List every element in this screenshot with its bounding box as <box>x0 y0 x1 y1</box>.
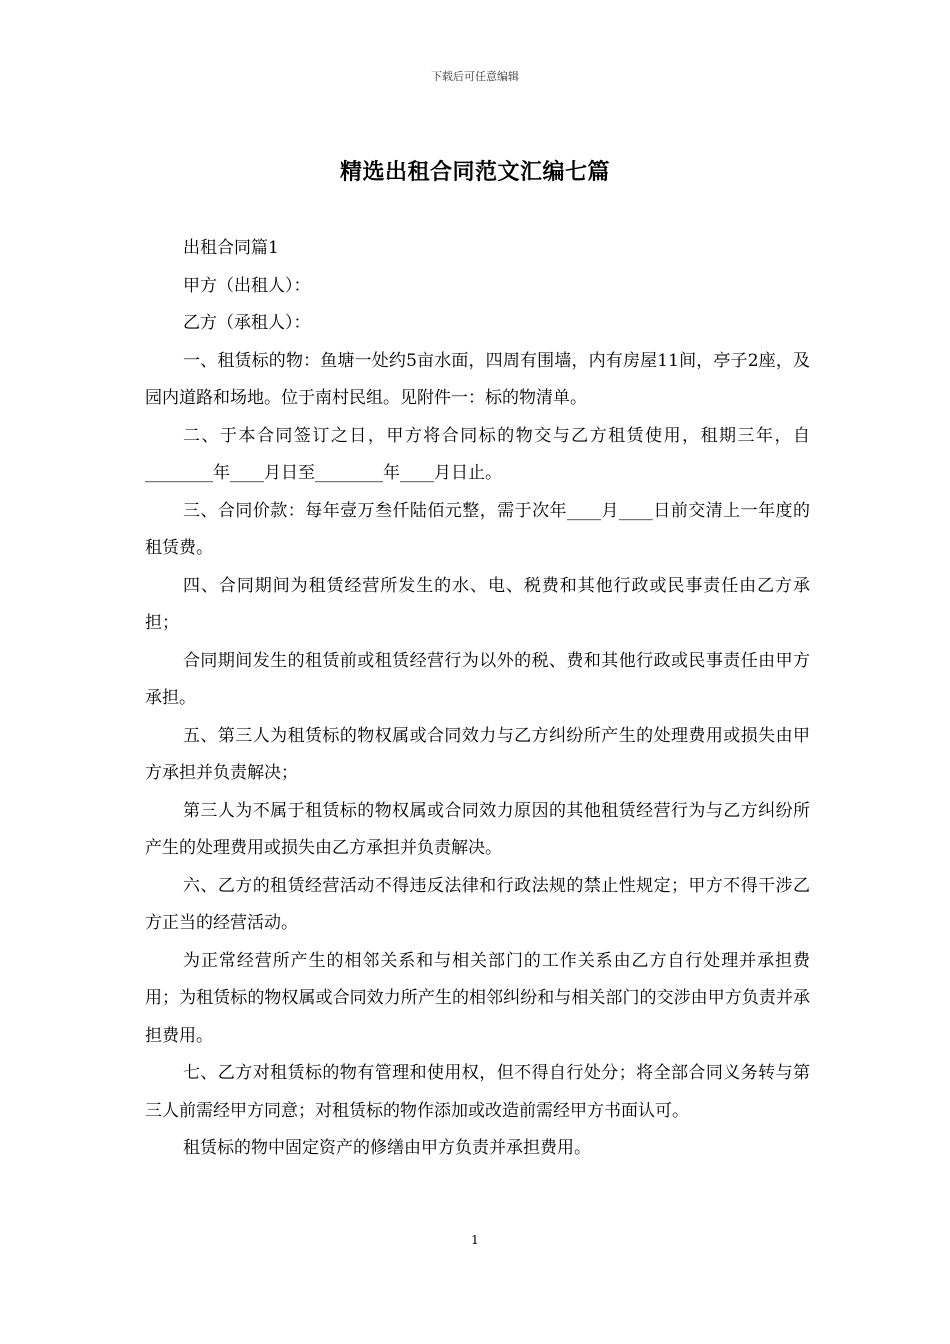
party-a-line: 甲方（出租人）： <box>183 275 311 296</box>
document-title: 精选出租合同范文汇编七篇 <box>339 159 610 185</box>
clause-paragraph: 六、乙方的租赁经营活动不得违反法律和行政法规的禁止性规定；甲方不得干涉乙方正当的经营活动。 <box>145 875 810 933</box>
clause-paragraph: 租赁标的物中固定资产的修缮由甲方负责并承担费用。 <box>183 1138 591 1158</box>
document-body <box>145 230 810 1168</box>
clause-paragraph: 七、乙方对租赁标的物有管理和使用权，但不得自行处分；将全部合同义务转与第三人前需经甲方同意；对租赁标的物作添加或改造前需经甲方书面认可。 <box>145 1063 810 1121</box>
clause-paragraph: 二、于本合同签订之日，甲方将合同标的物交与乙方租赁使用，租期三年，自________年____月日至________年____月日止。 <box>145 425 810 483</box>
party-b-line: 乙方（承租人）： <box>183 313 311 333</box>
section-heading: 出租合同篇1 <box>183 238 279 258</box>
clause-paragraph: 合同期间发生的租赁前或租赁经营行为以外的税、费和其他行政或民事责任由甲方承担。 <box>145 650 810 708</box>
page-number: 1 <box>471 1233 479 1247</box>
clause-paragraph: 为正常经营所产生的相邻关系和与相关部门的工作关系由乙方自行处理并承担费用；为租赁标的物权属或合同效力所产生的相邻纠纷和与相关部门的交涉由甲方负责并承担费用。 <box>145 950 810 1046</box>
clause-paragraph: 一、租赁标的物：鱼塘一处约5亩水面，四周有围墙，内有房屋11间，亭子2座，及园内道路和场地。位于南村民组。见附件一：标的物清单。 <box>145 350 810 408</box>
header-note: 下载后可任意编辑 <box>431 70 519 83</box>
clause-paragraph: 四、合同期间为租赁经营所发生的水、电、税费和其他行政或民事责任由乙方承担； <box>145 575 810 633</box>
clause-paragraph: 五、第三人为租赁标的物权属或合同效力与乙方纠纷所产生的处理费用或损失由甲方承担并负责解决； <box>145 725 810 783</box>
clause-paragraph: 第三人为不属于租赁标的物权属或合同效力原因的其他租赁经营行为与乙方纠纷所产生的处理费用或损失由乙方承担并负责解决。 <box>145 800 810 858</box>
clause-paragraph: 三、合同价款：每年壹万叁仟陆佰元整，需于次年____月____日前交清上一年度的租赁费。 <box>145 500 810 558</box>
